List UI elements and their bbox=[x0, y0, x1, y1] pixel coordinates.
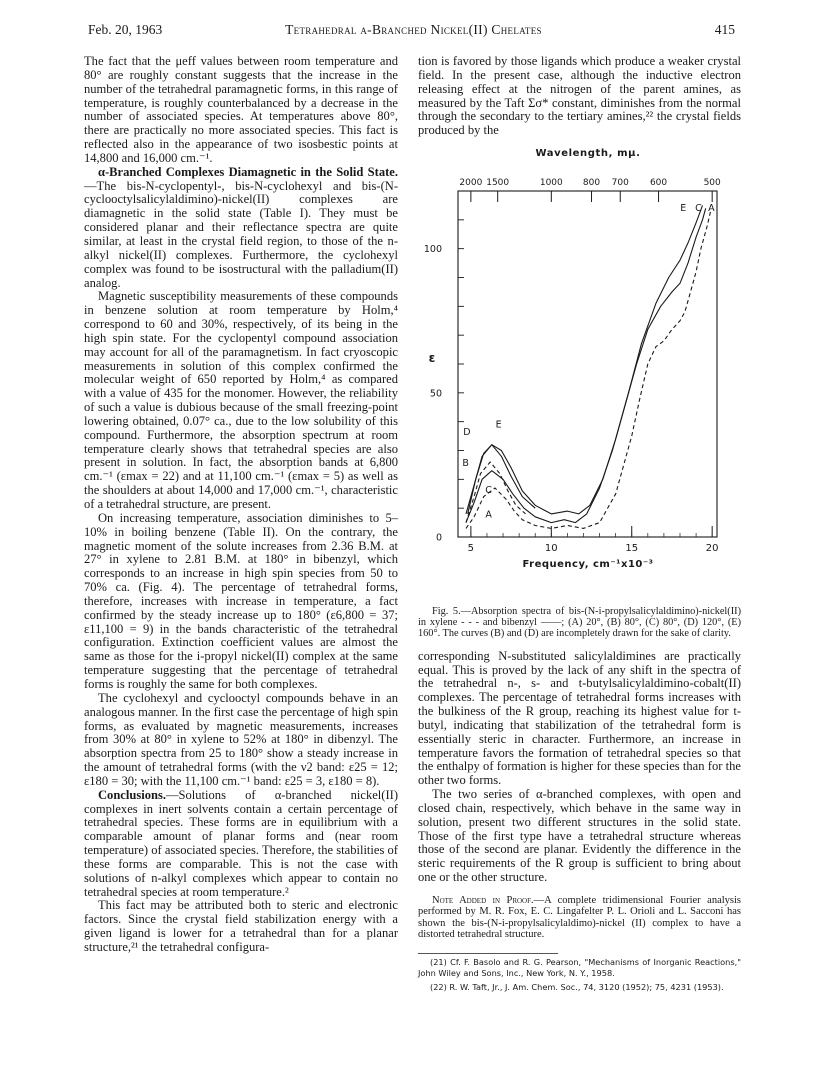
x-tick-label: 5 bbox=[467, 543, 475, 555]
paragraph-body: —The bis-N-cyclopentyl-, bis-N-cyclohexyl and bis-(N-cyclooctylsalicylaldimino)-nickel(II) complexes are diamagnetic in the solid state (Table I). They must be considered planar and their reflectance spectra are quite similar, at least in the crystal field region, to those of the n-alkyl nickel(II) complexes. Furthermore, the cyclohexyl complex was found to be isostructural with the palladium(II) analog. bbox=[84, 178, 398, 290]
chart-series bbox=[466, 205, 711, 528]
curve-label-D: D bbox=[463, 427, 471, 439]
curve-E bbox=[466, 205, 703, 514]
running-header-date: Feb. 20, 1963 bbox=[88, 22, 163, 37]
paragraph: The fact that the μeff values between room temperature and 80° are roughly constant suggests that the increase in the number of the tetrahedral paramagnetic forms, in this range of temperature, is roughly counterbalanced by a decrease in the number of associated species. At temperatures above 80°, there are practically no more associated species. This fact is reflected also in the appearance of two isosbestic points at 14,800 and 16,000 cm.⁻¹. bbox=[84, 54, 398, 165]
x-axis-label: Frequency, cm⁻¹x10⁻³ bbox=[522, 559, 654, 571]
paragraph: The cyclohexyl and cyclooctyl compounds behave in an analogous manner. In the first case the percentage of high spin forms, as evaluated by magnetic measurements, increases from 30% at 80° in xylene to 52% at 180° in dibenzyl. The absorption spectra from 25 to 180° show a steady increase in the amount of tetrahedral forms (with the ν2 band: ε25 = 12; ε180 = 30; with the 11,100 cm.⁻¹ band: ε25 = 3, ε180 = 8). bbox=[84, 690, 398, 788]
paragraph: On increasing temperature, association diminishes to 5–10% in boiling benzene (Table II). On the contrary, the magnetic moment of the solute increases from 2.36 B.M. at 27° in xylene to 2.81 B.M. at 180° in bibenzyl, which corresponds to an increase in high spin species from 50 to 70% ca. (Fig. 4). The percentage of tetrahedral forms, therefore, increases with increase in temperature, a fact confirmed by the steady increase up to 180° (ε6,800 = 37; ε11,100 = 9) in the bands characteristic of the tetrahedral configuration. Extinction coefficient values are almost the same as those for the i-propyl nickel(II) complex at the same temperature suggesting that the percentage of tetrahedral forms is roughly the same for both complexes. bbox=[84, 510, 398, 691]
curve-end-label-A: A bbox=[708, 203, 715, 215]
y-tick-label: 0 bbox=[435, 532, 442, 544]
paragraph: This fact may be attributed both to steric and electronic factors. Since the crystal field stabilization energy with a given ligand is lower for a tetrahedral than for a planar structure,²¹ the tetrahedral configura- bbox=[84, 898, 398, 954]
top-tick-label: 1000 bbox=[539, 178, 563, 189]
curve-label-A: A bbox=[485, 509, 492, 521]
curve-label-E: E bbox=[495, 419, 502, 431]
top-tick-label: 700 bbox=[611, 178, 629, 189]
curve-D bbox=[468, 445, 536, 514]
x-tick-label: 15 bbox=[625, 543, 639, 555]
footnote-rule bbox=[418, 953, 558, 954]
note-added-in-proof bbox=[418, 895, 741, 941]
curve-A bbox=[466, 211, 711, 528]
page-number: 415 bbox=[714, 22, 735, 37]
plot-border bbox=[458, 191, 717, 537]
x-tick-label: 20 bbox=[705, 543, 719, 555]
paragraph-body: —Solutions of α-branched nickel(II) complexes in inert solvents contain a certain percentage of tetrahedral species. These forms are in equilibrium with a comparable amount of planar forms and (near room temperature) of associated species. Therefore, the stabilities of these forms are comparable. This is not the case with solutions of n-alkyl complexes which appear to contain no tetrahedral species at room temperature.² bbox=[84, 787, 398, 899]
curve-end-label-E: E bbox=[680, 203, 687, 215]
absorption-spectra-chart bbox=[418, 141, 741, 603]
y-axis-label: ε bbox=[428, 351, 436, 366]
running-header-title: Tetrahedral α-Branched Nickel(II) Chelates bbox=[285, 22, 542, 37]
figure-caption: Fig. 5.—Absorption spectra of bis-(N-i-propylsalicylaldimino)-nickel(II) in xylene - - - and bibenzyl ——; (A) 20°, (B) 80°, (C) 80°, (D) 120°, (E) 160°. The curves (B) and (D) are incompletely drawn for the sake of clarity. bbox=[418, 606, 741, 640]
curve-C bbox=[466, 208, 706, 522]
plot-frame bbox=[458, 191, 717, 537]
paragraph: Magnetic susceptibility measurements of these compounds in benzene solution at room temperature by Holm,⁴ correspond to 60 and 30%, respectively, of its being in the high spin state. For the cyclopentyl compound association may account for all of the paramagnetism. In fact cryoscopic measurements in solution of this complex confirmed the molecular weight of 650 reported by Holm,⁴ as compared with a value of 435 for the monomer. However, the reliability of such a value is dubious because of the small freezing-point lowering obtained, 0.07° ca., due to the low solubility of this compound. Furthermore, the absorption spectrum at room temperature clearly shows that tetrahedral species are also present in solution. In fact, the absorption bands at 6,800 cm.⁻¹ (εmax = 22) and at 11,100 cm.⁻¹ (εmax = 5) as well as the shoulders at about 14,000 and 17,000 cm.⁻¹, characteristic of a tetrahedral structure, are present. bbox=[84, 289, 398, 511]
left-column bbox=[84, 55, 398, 955]
section-paragraph bbox=[84, 166, 398, 291]
curve-end-label-C: C bbox=[695, 203, 702, 215]
paragraph: corresponding N-substituted salicylaldimines are practically equal. This is proved by the lack of any shift in the spectra of the tetrahedral n-, s- and t-butylsalicylaldimino-cobalt(II) complexes. The percentage of tetrahedral forms increases with the bulkiness of the R group, reaching its highest value for t-butyl, indicating that stabilization of the tetrahedral form is essentially steric in character. Furthermore, an increase in temperature favors the formation of tetrahedral species so that the enthalpy of formation is higher for these species than for the other two forms. bbox=[418, 648, 741, 788]
top-tick-label: 800 bbox=[582, 178, 601, 189]
top-tick-label: 600 bbox=[649, 178, 668, 189]
curve-label-B: B bbox=[462, 457, 469, 469]
figure-5 bbox=[418, 141, 741, 603]
note-body: —A complete tridimensional Fourier analysis performed by M. R. Fox, E. C. Lingafelter P. L. Orioli and L. Sacconi has shown the bis-(N-i-propylsalicylaldimo)-nickel (II) complex to have a distorted tetrahedral structure. bbox=[418, 895, 741, 941]
footnote-21: (21) Cf. F. Basolo and R. G. Pearson, "Mechanisms of Inorganic Reactions," John Wiley and Sons, Inc., New York, N. Y., 1958. bbox=[418, 956, 741, 978]
top-tick-label: 1500 bbox=[486, 178, 510, 189]
x-tick-label: 10 bbox=[544, 543, 558, 555]
right-column bbox=[418, 55, 741, 993]
top-axis-title: Wavelength, mμ. bbox=[535, 148, 641, 160]
footnote-22: (22) R. W. Taft, Jr., J. Am. Chem. Soc., 74, 3120 (1952); 75, 4231 (1953). bbox=[430, 981, 724, 992]
y-tick-label: 100 bbox=[423, 244, 442, 256]
note-heading: Note Added in Proof. bbox=[432, 895, 534, 907]
section-paragraph bbox=[84, 789, 398, 900]
top-tick-label: 500 bbox=[703, 178, 721, 189]
chart-axes bbox=[458, 191, 712, 537]
section-heading: Conclusions. bbox=[98, 787, 166, 802]
y-tick-label: 50 bbox=[429, 388, 442, 400]
top-tick-label: 2000 bbox=[459, 178, 483, 189]
curve-label-C: C bbox=[485, 484, 492, 496]
paragraph: The two series of α-branched complexes, with open and closed chain, respectively, which behave in the same way in solution, present two different structures in the solid state. Those of the first type have a tetrahedral structure whereas those of the second are planar. Evidently the difference in the steric requirements of the R group is sufficient to bring about one or the other structure. bbox=[418, 787, 741, 885]
section-heading: α-Branched Complexes Diamagnetic in the Solid State. bbox=[98, 164, 398, 179]
paragraph: tion is favored by those ligands which produce a weaker crystal field. In the present case, although the inductive electron releasing effect at the nitrogen of the parent amines, as measured by the Taft Σσ* constant, diminishes from the normal through the secondary to the tertiary amines,²² the crystal fields produced by the bbox=[418, 54, 741, 138]
